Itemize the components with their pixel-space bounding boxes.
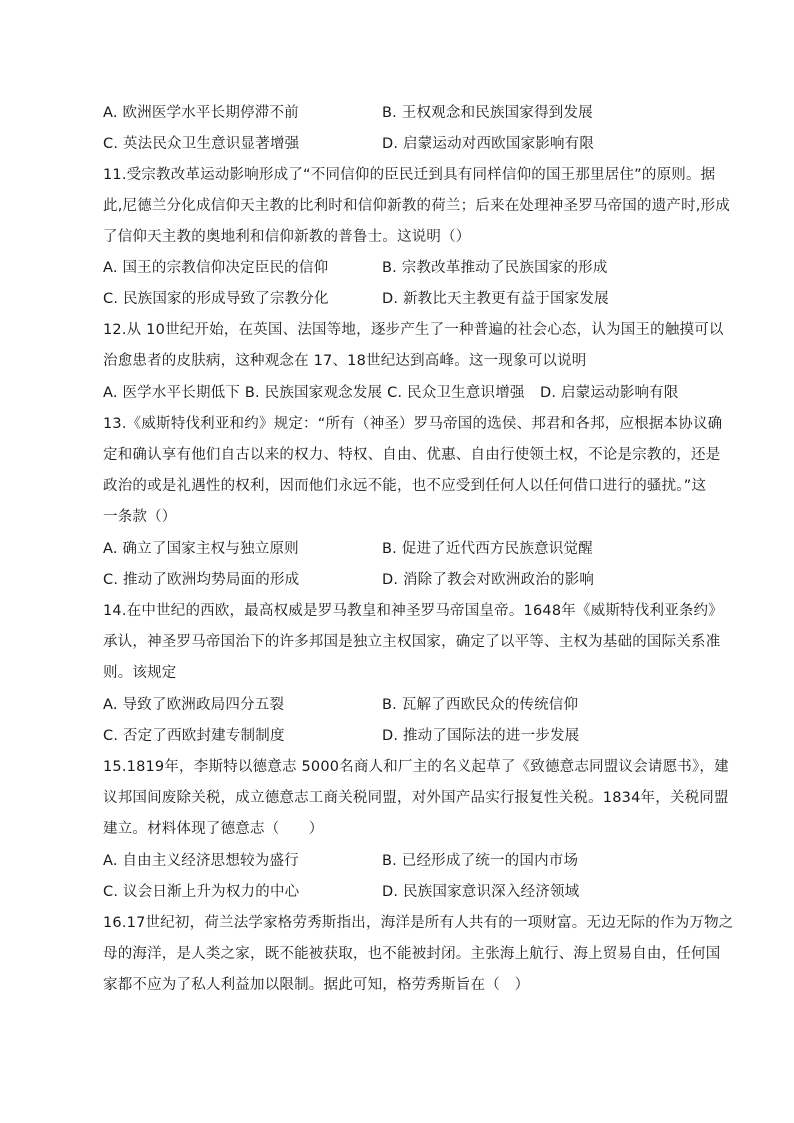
q11-option-b[interactable]: B. 宗教改革推动了民族国家的形成 <box>382 260 608 276</box>
q15-option-d[interactable]: D. 民族国家意识深入经济领域 <box>382 884 580 900</box>
q13-option-b[interactable]: B. 促进了近代西方民族意识觉醒 <box>382 541 593 557</box>
q10-option-a[interactable]: A. 欧洲医学水平长期停滞不前 <box>103 105 299 121</box>
q13-option-c[interactable]: C. 推动了欧洲均势局面的形成 <box>103 572 300 588</box>
q10-option-b[interactable]: B. 王权观念和民族国家得到发展 <box>382 105 593 121</box>
q11-stem-line-1: 11.受宗教改革运动影响形成了“不同信仰的臣民迁到具有同样信仰的国王那里居住”的原则。据 <box>103 167 716 183</box>
q13-stem-line-1: 13.《威斯特伐利亚和约》规定：“所有（神圣）罗马帝国的选侯、邦君和各邦，应根据本协议确 <box>103 416 723 432</box>
q15-stem-line-3: 建立。材料体现了德意志（ ） <box>103 821 324 837</box>
q14-option-c[interactable]: C. 否定了西欧封建专制制度 <box>103 728 285 744</box>
q11-stem-line-3: 了信仰天主教的奥地利和信仰新教的普鲁士。这说明（） <box>103 229 471 245</box>
q13-stem-line-2: 定和确认享有他们自古以来的权力、特权、自由、优惠、自由行使领土权，不论是宗教的，还是 <box>103 447 721 463</box>
q13-option-d[interactable]: D. 消除了教会对欧洲政治的影响 <box>382 572 595 588</box>
q12-option-d[interactable]: D. 启蒙运动影响有限 <box>540 385 679 401</box>
q13-stem-line-3: 政治的或是礼遇性的权利，因而他们永远不能，也不应受到任何人以任何借口进行的骚扰。”这 <box>103 478 707 494</box>
q14-option-d[interactable]: D. 推动了国际法的进一步发展 <box>382 728 580 744</box>
q11-option-a[interactable]: A. 国王的宗教信仰决定臣民的信仰 <box>103 260 329 276</box>
q13-option-a[interactable]: A. 确立了国家主权与独立原则 <box>103 541 299 557</box>
q14-stem-line-2: 承认，神圣罗马帝国治下的许多邦国是独立主权国家，确定了以平等、主权为基础的国际关系准 <box>103 634 721 650</box>
q14-stem-line-1: 14.在中世纪的西欧，最高权威是罗马教皇和神圣罗马帝国皇帝。1648年《威斯特伐利亚条约》 <box>103 603 723 619</box>
q11-option-d[interactable]: D. 新教比天主教更有益于国家发展 <box>382 291 609 307</box>
q12-options-abc[interactable]: A. 医学水平长期低下 B. 民族国家观念发展 C. 民众卫生意识增强 <box>103 385 525 401</box>
q10-option-d[interactable]: D. 启蒙运动对西欧国家影响有限 <box>382 136 595 152</box>
q15-option-c[interactable]: C. 议会日渐上升为权力的中心 <box>103 884 300 900</box>
q13-stem-line-4: 一条款（） <box>103 509 177 525</box>
q16-stem-line-2: 母的海洋，是人类之家，既不能被获取，也不能被封闭。主张海上航行、海上贸易自由，任何国 <box>103 946 721 962</box>
q15-stem-line-1: 15.1819年，李斯特以德意志 5000名商人和厂主的名义起草了《致德意志同盟议会请愿书》，建 <box>103 759 729 775</box>
q11-stem-line-2: 此,尼德兰分化成信仰天主教的比利时和信仰新教的荷兰；后来在处理神圣罗马帝国的遗产时,形成 <box>103 198 731 214</box>
q15-option-a[interactable]: A. 自由主义经济思想较为盛行 <box>103 853 299 869</box>
q14-stem-line-3: 则。该规定 <box>103 665 177 681</box>
q12-stem-line-1: 12.从 10世纪开始，在英国、法国等地，逐步产生了一种普遍的社会心态，认为国王的触摸可以 <box>103 322 724 338</box>
q16-stem-line-1: 16.17世纪初，荷兰法学家格劳秀斯指出，海洋是所有人共有的一项财富。无边无际的作为万物之 <box>103 915 734 931</box>
q14-option-a[interactable]: A. 导致了欧洲政局四分五裂 <box>103 697 285 713</box>
q15-option-b[interactable]: B. 已经形成了统一的国内市场 <box>382 853 579 869</box>
q11-option-c[interactable]: C. 民族国家的形成导致了宗教分化 <box>103 291 329 307</box>
q15-stem-line-2: 议邦国间废除关税，成立德意志工商关税同盟，对外国产品实行报复性关税。1834年，关税同盟 <box>103 790 729 806</box>
q12-stem-line-2: 治愈患者的皮肤病，这种观念在 17、18世纪达到高峰。这一现象可以说明 <box>103 353 587 369</box>
q10-option-c[interactable]: C. 英法民众卫生意识显著增强 <box>103 136 300 152</box>
q16-stem-line-3: 家都不应为了私人利益加以限制。据此可知，格劳秀斯旨在（ ） <box>103 977 530 993</box>
q14-option-b[interactable]: B. 瓦解了西欧民众的传统信仰 <box>382 697 579 713</box>
